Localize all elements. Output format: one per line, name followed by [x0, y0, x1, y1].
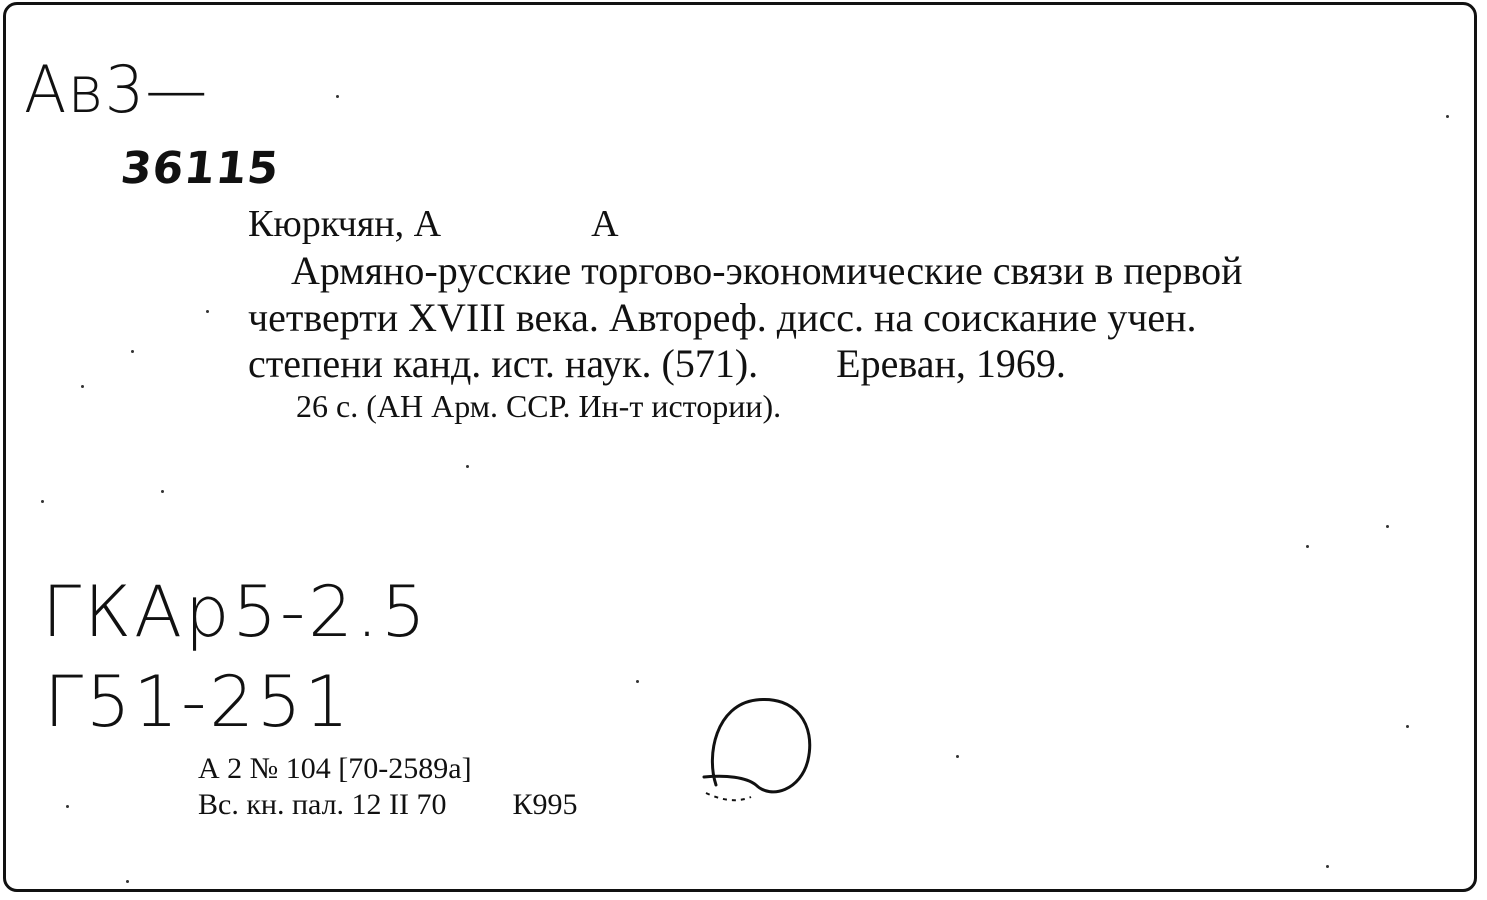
footer-code: К995: [512, 788, 578, 821]
paper-speck: [466, 465, 469, 468]
place-year: Ереван, 1969.: [836, 341, 1066, 386]
paper-speck: [1446, 115, 1449, 118]
handwritten-loop-mark-icon: [696, 685, 826, 815]
paper-speck: [161, 490, 164, 493]
handwritten-location-line1: ГКАр5-2.5: [42, 571, 429, 653]
paper-speck: [1406, 725, 1409, 728]
footer-registration: А 2 № 104 [70-2589а]: [198, 752, 472, 785]
author-name: Кюркчян, А: [248, 203, 442, 245]
paper-speck: [636, 680, 639, 683]
title-line-2: четверти XVIII века. Автореф. дисс. на соискание учен.: [248, 295, 1197, 340]
handwritten-call-number-line2: 36115: [118, 143, 282, 194]
handwritten-location-line2: Г51-251: [44, 661, 352, 743]
title-line-1: Армяно-русские торгово-экономические связи в первой: [291, 248, 1243, 293]
paper-speck: [131, 350, 134, 353]
handwritten-call-number-line1: Ав3—: [24, 51, 209, 128]
paper-speck: [81, 385, 84, 388]
author-heading: [248, 203, 619, 245]
paper-speck: [956, 755, 959, 758]
paper-speck: [1326, 865, 1329, 868]
paper-speck: [206, 310, 209, 313]
paper-speck: [1386, 525, 1389, 528]
catalog-card: [3, 2, 1477, 892]
paper-speck: [126, 880, 129, 883]
paper-speck: [1306, 545, 1309, 548]
collation: 26 с. (АН Арм. ССР. Ин-т истории).: [296, 388, 782, 424]
paper-speck: [66, 805, 69, 808]
paper-speck: [41, 500, 44, 503]
paper-speck: [336, 95, 339, 98]
footer-chamber: Вс. кн. пал. 12 II 70: [198, 788, 447, 821]
degree-text: степени канд. ист. наук. (571).: [248, 341, 759, 386]
author-initial: А: [591, 203, 619, 245]
footer-chamber-line: [198, 789, 578, 821]
title-line-3: [248, 343, 1066, 385]
